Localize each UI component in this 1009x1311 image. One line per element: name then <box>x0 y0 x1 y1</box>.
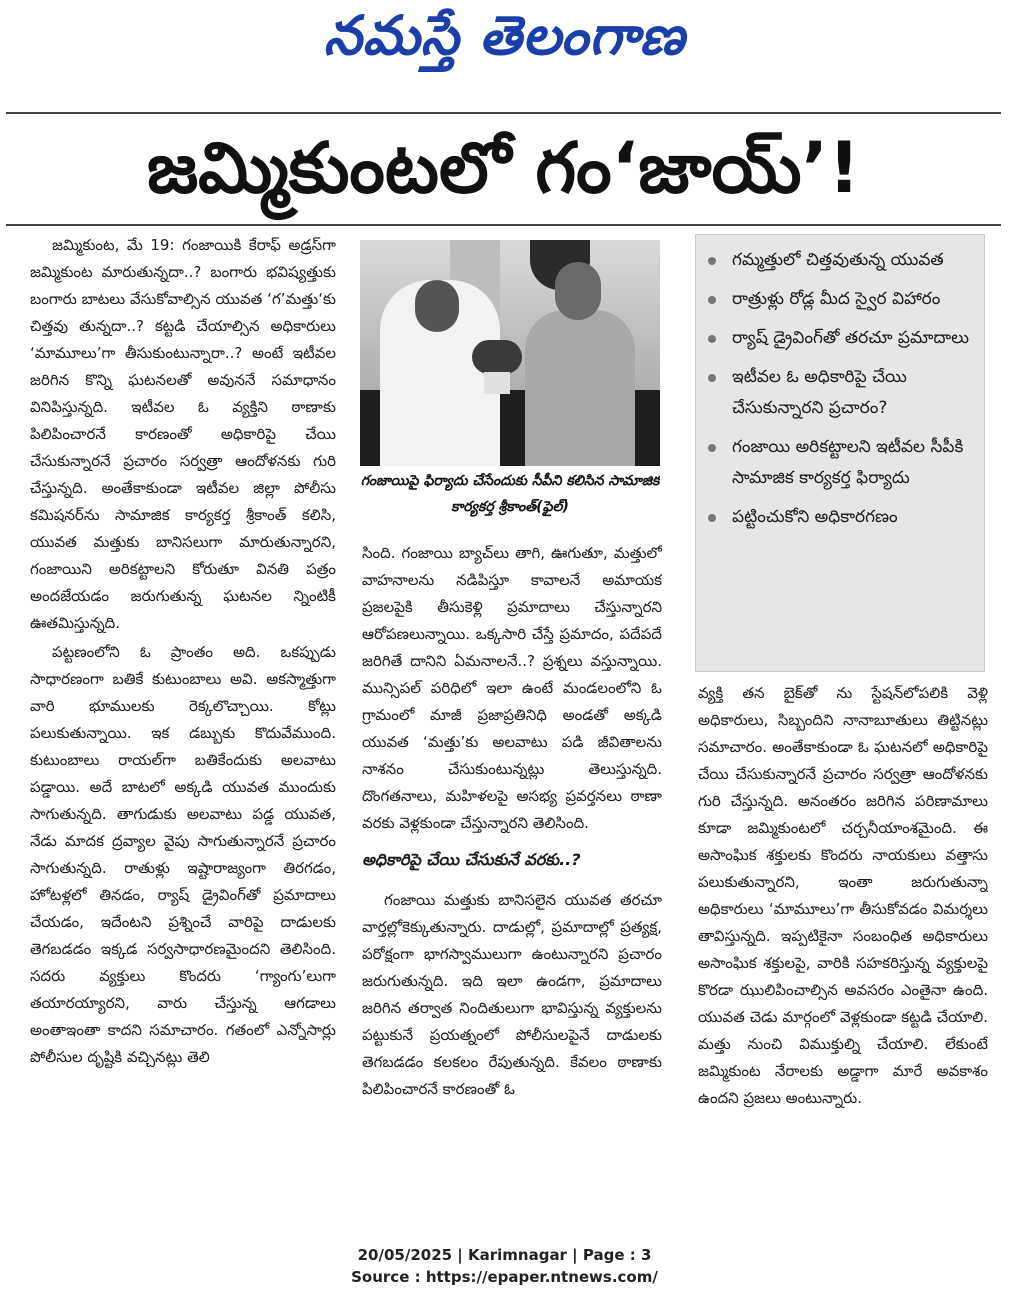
bullet-icon <box>708 444 716 452</box>
highlights-box <box>695 234 985 672</box>
highlight-item: ర్యాష్ డ్రైవింగ్‌తో తరచూ ప్రమాదాలు <box>706 323 976 354</box>
headline: జమ్మికుంటలో గం‘జాయ్’! <box>146 127 861 209</box>
highlight-item: పట్టించుకోని అధికారగణం <box>706 502 976 533</box>
highlight-item: గమ్మత్తులో చిత్తవుతున్న యువత <box>706 245 976 276</box>
article-paragraph: సింది. గంజాయి బ్యాచ్‌లు తాగి, ఊగుతూ, మత్తులో వాహనాలను నడిపిస్తూ కావాలనే అమాయక ప్రజలపైకి తీసుకెళ్లి ప్రమాదాలు చేస్తున్నారని ఆరోపణలున్నాయి. ఒక్కసారి చేస్తే ప్రమాదం, పదేపదే జరిగితే దానిని ఏమనాలనే..? ప్రశ్నలు వస్తున్నాయి. మున్సిపల్ పరిధిలో ఇలా ఉంటే మండలంలోని ఓ గ్రామంలో మాజీ ప్రజాప్రతినిధి అండతో అక్కడి యువత ‘మత్తు’కు అలవాటు పడి జీవితాలను నాశనం చేసుకుంటున్నట్లు తెలుస్తున్నది. దొంగతనాలు, మహిళలపై అసభ్య ప్రవర్తనలు ఠాణా వరకు వెళ్లకుండా చేస్తున్నారని తెలిసింది. <box>362 544 662 832</box>
source-link[interactable]: Source : https://epaper.ntnews.com/ <box>351 1268 658 1286</box>
middle-column <box>362 540 662 1202</box>
highlight-item: రాత్రుళ్లు రోడ్ల మీద స్వైర విహారం <box>706 284 976 315</box>
photo-caption: గంజాయిపై ఫిర్యాదు చేసేందుకు సీపీని కలిసిన సామాజిక కార్యకర్త శ్రీకాంత్(ఫైల్) <box>360 473 660 515</box>
photo-image <box>360 240 660 466</box>
highlight-item: ఇటీవల ఓ అధికారిపై చేయి చేసుకున్నారని ప్రచారం? <box>706 362 976 424</box>
article-paragraph: గంజాయి మత్తుకు బానిసలైన యువత తరచూ వార్తల్లోకెక్కుతున్నారు. దాడుల్లో, ప్రమాదాల్లో ప్రత్యక్ష, పరోక్షంగా భాగస్వాములుగా ఉంటున్నారని ప్రచారం జరుగుతున్నది. ఇది ఇలా ఉండగా, ప్రమాదాలు జరిగిన తర్వాత నిందితులుగా భావిస్తున్న వ్యక్తులను పట్టుకునే ప్రయత్నంలో పోలీసులపైనే దాడులకు తెగబడడం కలకలం రేపుతున్నది. కేవలం ఠాణాకు పిలిపించారనే కారణంతో ఓ <box>362 891 662 1098</box>
article-paragraph: వ్యక్తి తన బైక్‌తో ను స్టేషన్‌లోపలికి వెళ్లి అధికారులు, సిబ్బందిని నానాబూతులు తిట్టినట్లు సమాచారం. అంతేకాకుండా ఓ ఘటనలో అధికారిపై చేయి చేసుకున్నారనే ప్రచారం సర్వత్రా ఆందోళనకు గురి చేస్తున్నది. అనంతరం జరిగిన పరిణామాలు కూడా జమ్మికుంటలో చర్చనీయాంశమైంది. ఈ అసాంఘిక శక్తులకు కొందరు నాయకులు వత్తాసు పలుకుతున్నారని, ఇంతా జరుగుతున్నా అధికారులు ‘మామూలు’గా తీసుకోవడం విమర్శలు తావిస్తున్నది. ఇప్పటికైనా సంబంధిత అధికారులు అసాంఘిక శక్తులపై, వారికి సహకరిస్తున్న వ్యక్తులపై కొరడా ఝులిపించాల్సిన అవసరం ఎంతైనా ఉంది. యువత చెడు మార్గంలో వెళ్లకుండా కట్టడి చేయాలి. మత్తు నుంచి విముక్తుల్ని చేయాలి. లేకుంటే జమ్మికుంట నేరాలకు అడ్డాగా మారే అవకాశం ఉందని ప్రజలు అంటున్నారు. <box>698 684 988 1107</box>
headline-banner <box>6 112 1001 226</box>
page-footer <box>0 1244 1009 1288</box>
newspaper-logo: నమస్తే తెలంగాణ <box>323 4 686 67</box>
edition-info: 20/05/2025 | Karimnagar | Page : 3 <box>357 1246 652 1264</box>
right-column <box>698 680 988 1202</box>
article-paragraph: జమ్మికుంట, మే 19: గంజాయికి కేరాఫ్ అడ్రస్‌గా జమ్మికుంట మారుతున్నదా..? బంగారు భవిష్యత్తుకు బంగారు బాటలు వేసుకోవాల్సిన యువత ‘గ’మత్తు‘కు చిత్తవు తున్నదా..? కట్టడి చేయాల్సిన అధికారులు ‘మామూలు’గా తీసుకుంటున్నారా..? అంటే ఇటీవల జరిగిన కొన్ని ఘటనలతో అవుననే సమాధానం వినిపిస్తున్నది. ఇటీవల ఓ వ్యక్తిని ఠాణాకు పిలిపించారనే కారణంతో అధికారిపై చేయి చేసుకున్నారనే ప్రచారం సర్వత్రా ఆందోళనకు గురి చేస్తున్నది. అంతేకాకుండా ఇటీవల జిల్లా పోలీసు కమిషనర్‌ను సామాజిక కార్యకర్త శ్రీకాంత్ కలిసి, యువత మత్తుకు బానిసలుగా మారుతున్నారని, గంజాయిని అరికట్టాలని కోరుతూ వినతి పత్రం అందజేయడం జరుగుతున్న ఘటనల న్నింటికీ ఊతమిస్తున్నది. <box>30 236 336 632</box>
bullet-icon <box>708 374 716 382</box>
bullet-icon <box>708 257 716 265</box>
bullet-icon <box>708 296 716 304</box>
article-paragraph: పట్టణంలోని ఓ ప్రాంతం అది. ఒకప్పుడు సాధారణంగా బతికే కుటుంబాలు అవి. అకస్మాత్తుగా వారి భూములకు రెక్కలొచ్చాయి. కోట్లు పలుకుతున్నాయి. ఇక డబ్బుకు కొదువేముంది. కుటుంబాలు రాయల్‌గా బతికేందుకు అలవాటు పడ్డాయి. అదే బాటలో అక్కడి యువత ముందుకు సాగుతున్నది. తాగుడుకు అలవాటు పడ్డ యువత, నేడు మాదక ద్రవ్యాల వైపు సాగుతున్నారనే ప్రచారం సాగుతున్నది. రాతుళ్లు ఇష్టారాజ్యంగా తిరగడం, హోటళ్లలో తినడం, ర్యాష్ డ్రైవింగ్‌తో ప్రమాదాలు చేయడం, ఇదేంటని ప్రశ్నించే వారిపై దాడులకు తెగబడడం ఇక్కడ సర్వసాధారణమైందని తెలిసింది. సదరు వ్యక్తులు కొందరు ‘గ్యాంగు’లుగా తయారయ్యారని, వారు చేస్తున్న ఆగడాలు అంతాఇంతా కాదని సమాచారం. గతంలో ఎన్నోసార్లు పోలీసుల దృష్టికి వచ్చినట్లు తెలి <box>30 643 336 1066</box>
bullet-icon <box>708 335 716 343</box>
photo-caption-box <box>360 468 660 530</box>
highlight-item: గంజాయి అరికట్టాలని ఇటీవల సీపీకి సామాజిక కార్యకర్త ఫిర్యాదు <box>706 432 976 494</box>
bullet-icon <box>708 514 716 522</box>
left-column <box>30 232 336 1202</box>
masthead <box>0 0 1009 72</box>
section-subheading: అధికారిపై చేయి చేసుకునే వరకు..? <box>362 850 581 869</box>
news-photo <box>360 240 660 466</box>
person-right-officer <box>525 310 635 466</box>
highlights-list <box>696 235 984 533</box>
bonsai-gift <box>472 340 522 374</box>
